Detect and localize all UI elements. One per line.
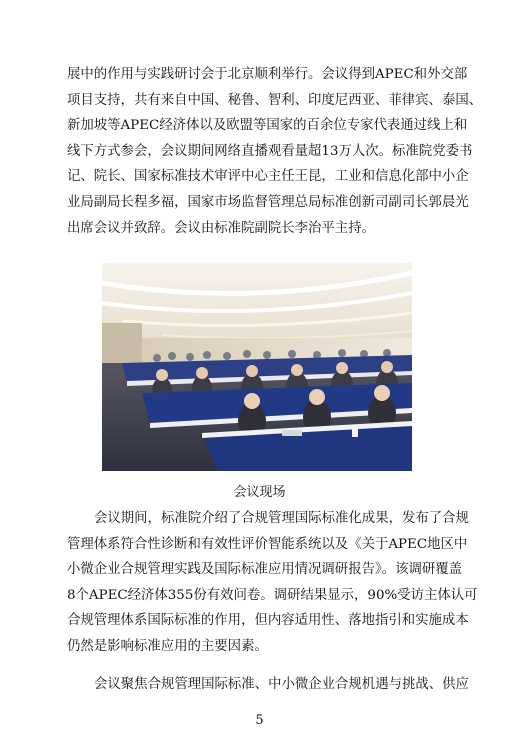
conference-photo <box>102 263 412 471</box>
text-line: 小微企业合规管理实践及国际标准应用情况调研报告》。该调研覆盖 <box>67 562 463 578</box>
text-line: 线下方式参会，会议期间网络直播观看量超13万人次。标准院党委书 <box>67 143 473 159</box>
text-line: 管理体系符合性诊断和有效性评价智能系统以及《关于APEC地区中 <box>67 536 468 552</box>
text-line: 会议聚焦合规管理国际标准、中小微企业合规机遇与挑战、供应 <box>94 677 469 692</box>
text-line: 记、院长、国家标准技术审评中心主任王昆，工业和信息化部中小企 <box>67 169 469 185</box>
text-line: 项目支持，共有来自中国、秘鲁、智利、印度尼西亚、菲律宾、泰国、 <box>67 92 483 108</box>
text-line: 合规管理体系国际标准的作用，但内容适用性、落地指引和实施成本 <box>67 613 469 629</box>
paragraph-3 <box>67 672 469 698</box>
text-line: 会议期间，标准院介绍了合规管理国际标准化成果，发布了合规 <box>94 511 469 526</box>
page-number: 5 <box>255 713 264 728</box>
paragraph-1 <box>67 62 483 241</box>
text-line: 出席会议并致辞。会议由标准院副院长李治平主持。 <box>67 220 375 236</box>
text-line: 仍然是影响标准应用的主要因素。 <box>67 638 268 654</box>
paragraph-2 <box>67 506 478 660</box>
figure-caption: 会议现场 <box>233 485 286 500</box>
text-line: 新加坡等APEC经济体以及欧盟等国家的百余位专家代表通过线上和 <box>67 118 468 134</box>
text-line: 8个APEC经济体355份有效问卷。调研结果显示，90%受访主体认可 <box>67 587 478 603</box>
text-line: 展中的作用与实践研讨会于北京顺利举行。会议得到APEC和外交部 <box>67 67 468 82</box>
text-line: 业局副局长程多福，国家市场监督管理总局标准创新司副司长郭晨光 <box>67 194 469 210</box>
